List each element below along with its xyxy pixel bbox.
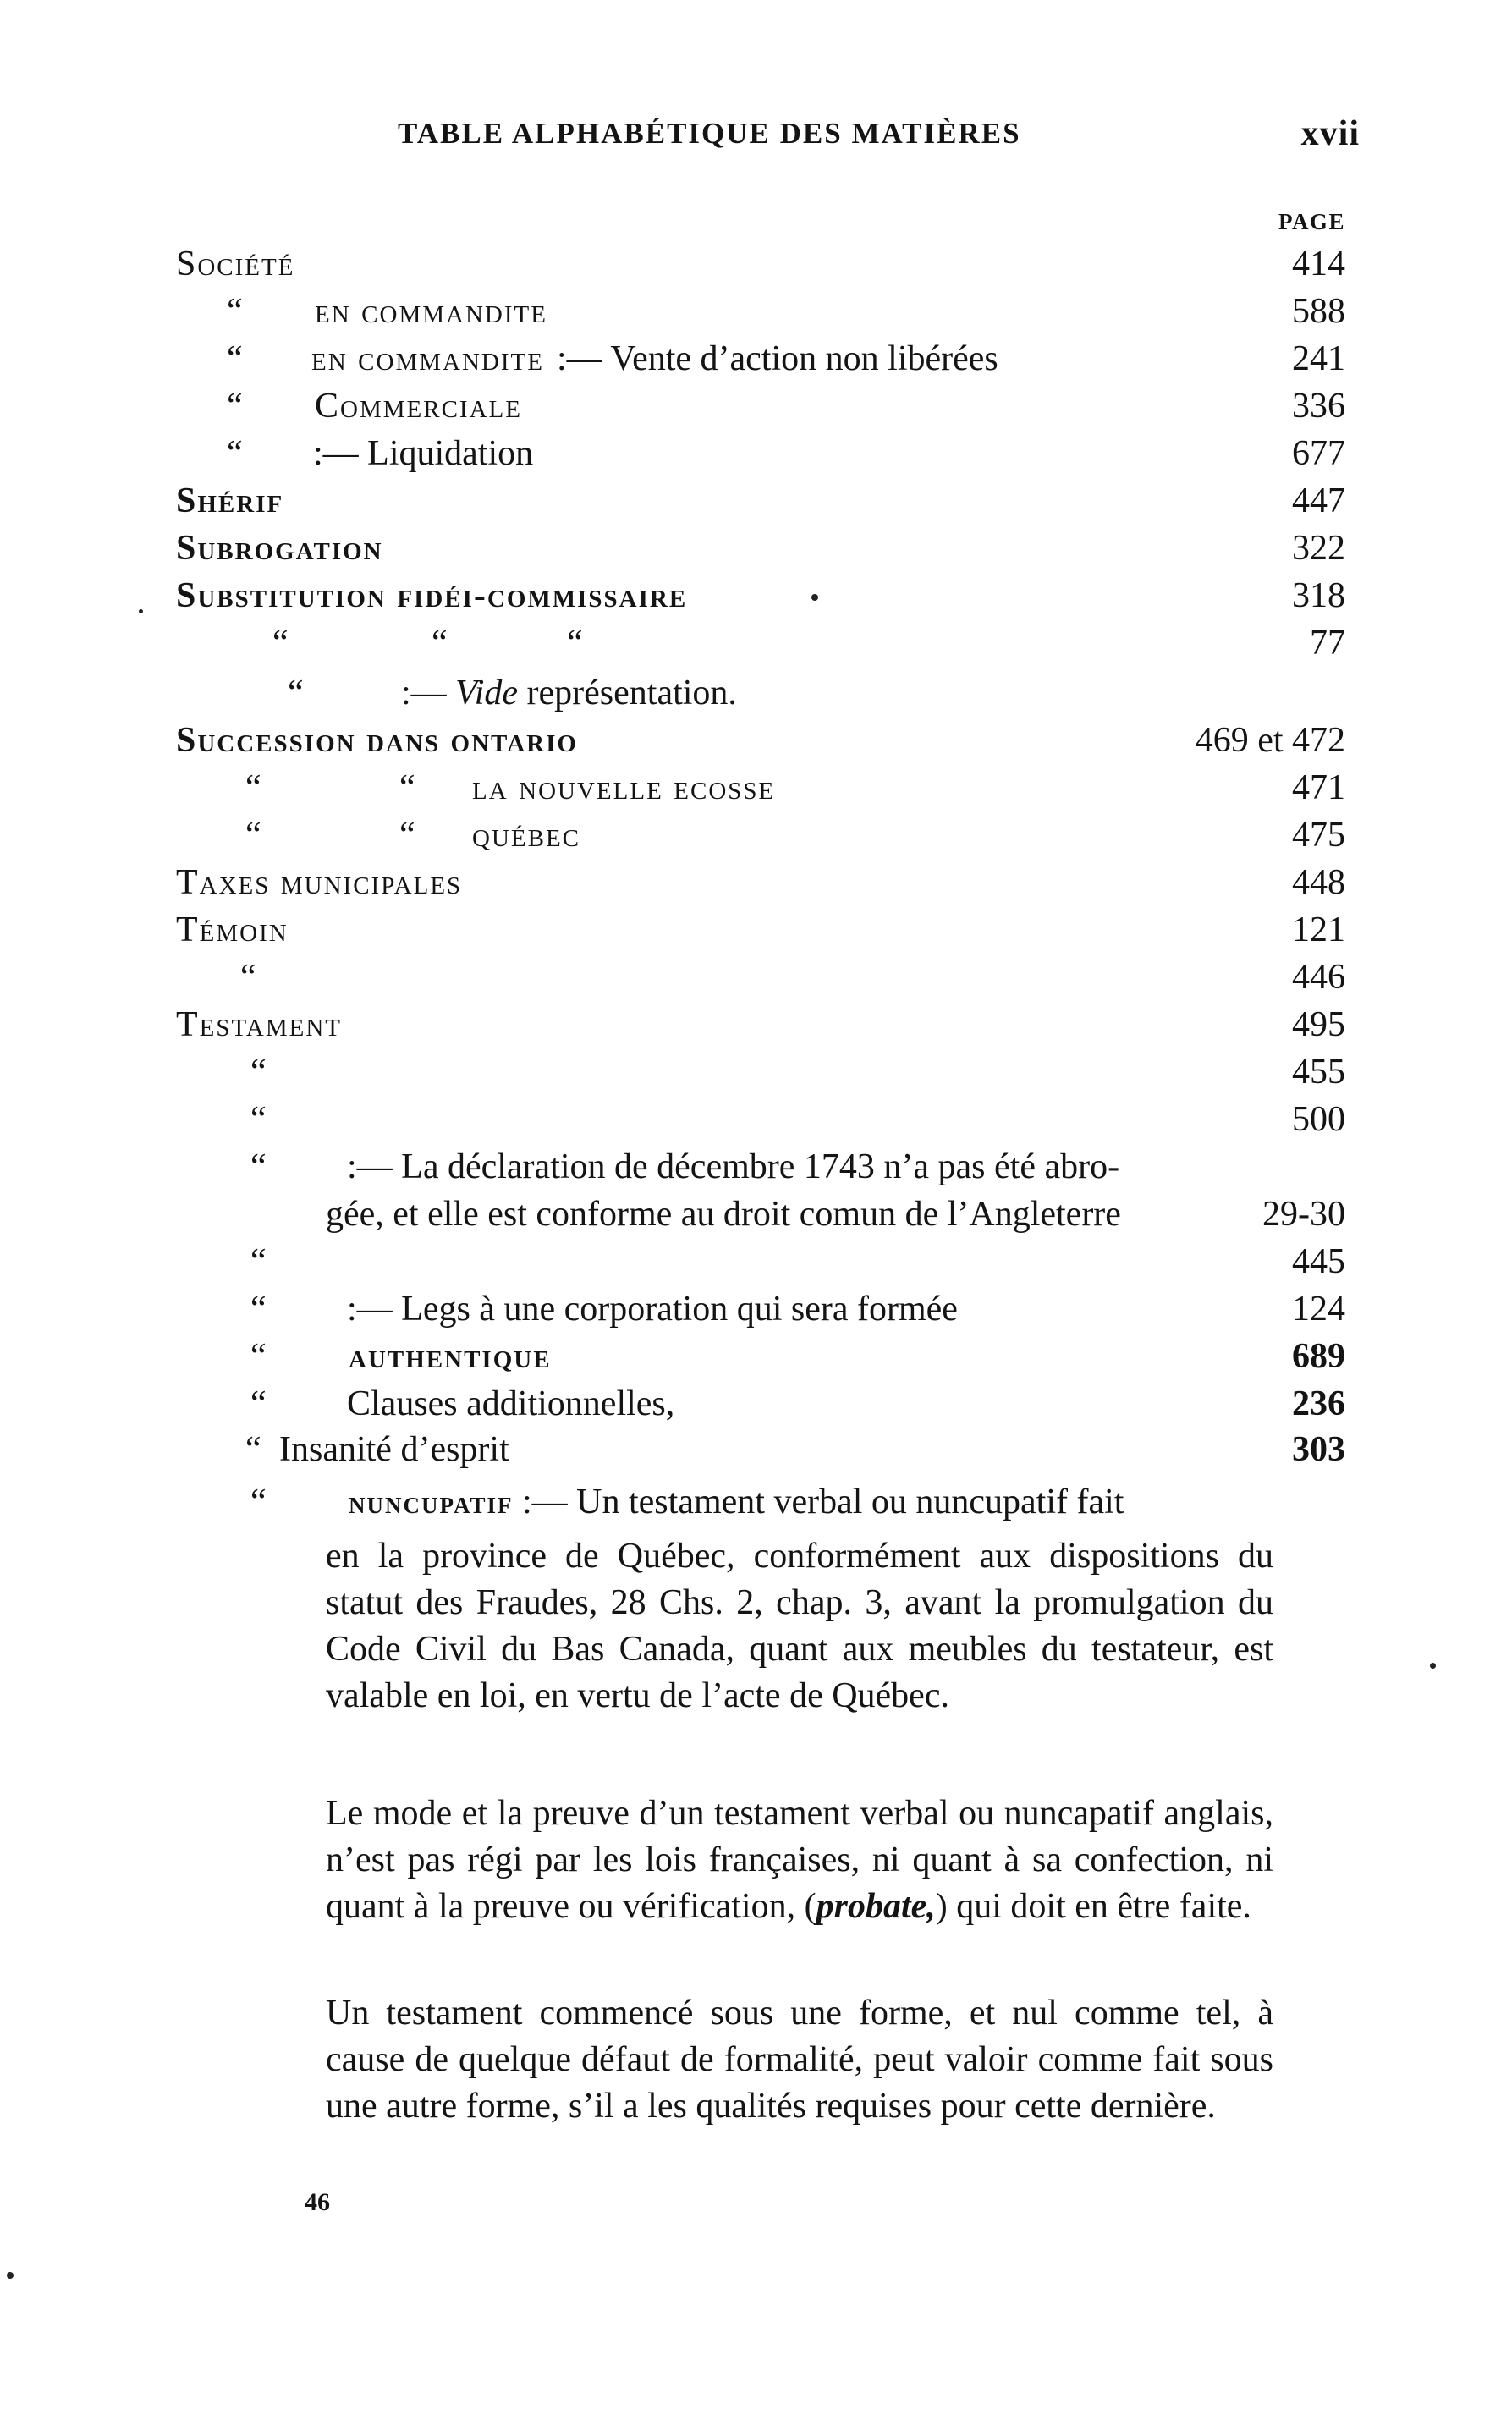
- index-entry: “ 445: [250, 1242, 1345, 1281]
- paragraph-forme: Un testament commencé sous une forme, et nul comme tel, à cause de quelque défaut de formalité, peut valoir comme fait sous une autre forme, s’il a les qualités requises pour cette dernière.: [326, 1994, 1273, 2126]
- index-entry: “ en commandite 588: [227, 292, 1345, 331]
- index-entry: Substitution fidéi-commissaire 318: [176, 576, 1345, 615]
- index-entry: “ “ “ 77: [272, 624, 1345, 663]
- paragraph-nuncupatif: en la province de Québec, conformément aux dispositions du statut des Fraudes, 28 Chs. 2, chap. 3, avant la promulgation du Code Civil du Bas Canada, quant aux meubles du testateur, est valable en loi, en vertu de l’acte de Québec.: [326, 1537, 1273, 1715]
- running-header: [398, 114, 1360, 159]
- ink-speck: [7, 2272, 14, 2279]
- index-entry: “ :— Liquidation 677: [227, 434, 1345, 473]
- index-entry: Témoin 121: [176, 910, 1345, 949]
- index-entry: “ authentique 689: [250, 1337, 1345, 1376]
- ink-speck: [811, 594, 818, 601]
- header-page-number: xvii: [1300, 114, 1360, 153]
- index-entry: “ Clauses additionnelles, 236: [250, 1384, 1345, 1423]
- index-entry: “ 455: [250, 1053, 1345, 1092]
- signature-mark: 46: [305, 2188, 330, 2216]
- page-column-label: PAGE: [1278, 209, 1345, 234]
- paragraph-preuve: Le mode et la preuve d’un testament verbal ou nuncapatif anglais, n’est pas régi par les lois françaises, ni quant à sa confection, ni quant à la preuve ou vérification, (probate,) qui doit en être faite.: [326, 1794, 1273, 1926]
- index-entry: Succession dans ontario 469 et 472: [176, 721, 1345, 760]
- header-title: TABLE ALPHABÉTIQUE DES MATIÈRES: [398, 117, 1021, 150]
- index-entry: “ :— Vide représentation.: [288, 674, 737, 712]
- index-entry: “ :— Legs à une corporation qui sera formée 124: [250, 1290, 1345, 1329]
- index-entry: “ :— La déclaration de décembre 1743 n’a pas été abro-: [250, 1147, 1120, 1186]
- index-entry: Testament 495: [176, 1005, 1345, 1044]
- index-entry: “ Insanité d’esprit 303: [245, 1430, 1345, 1469]
- index-entry: “ nuncupatif :— Un testament verbal ou nuncupatif fait: [250, 1483, 1124, 1521]
- index-entry: Shérif 447: [176, 481, 1345, 520]
- index-entry: “ 446: [240, 958, 1345, 997]
- ink-speck: [1430, 1663, 1436, 1669]
- index-entry: Subrogation 322: [176, 529, 1345, 568]
- index-entry: “ “ québec 475: [245, 816, 1345, 855]
- index-entry: Société 414: [176, 245, 1345, 283]
- index-entry: “ en commandite :— Vente d’action non libérées 241: [227, 339, 1345, 378]
- index-entry: “ 500: [250, 1100, 1345, 1139]
- ink-speck: [139, 609, 143, 613]
- index-entry: gée, et elle est conforme au droit comun de l’Angleterre 29-30: [326, 1195, 1345, 1234]
- index-entry: “ Commerciale 336: [227, 387, 1345, 426]
- index-entry: “ “ la nouvelle ecosse 471: [245, 768, 1345, 807]
- index-entry: Taxes municipales 448: [176, 863, 1345, 902]
